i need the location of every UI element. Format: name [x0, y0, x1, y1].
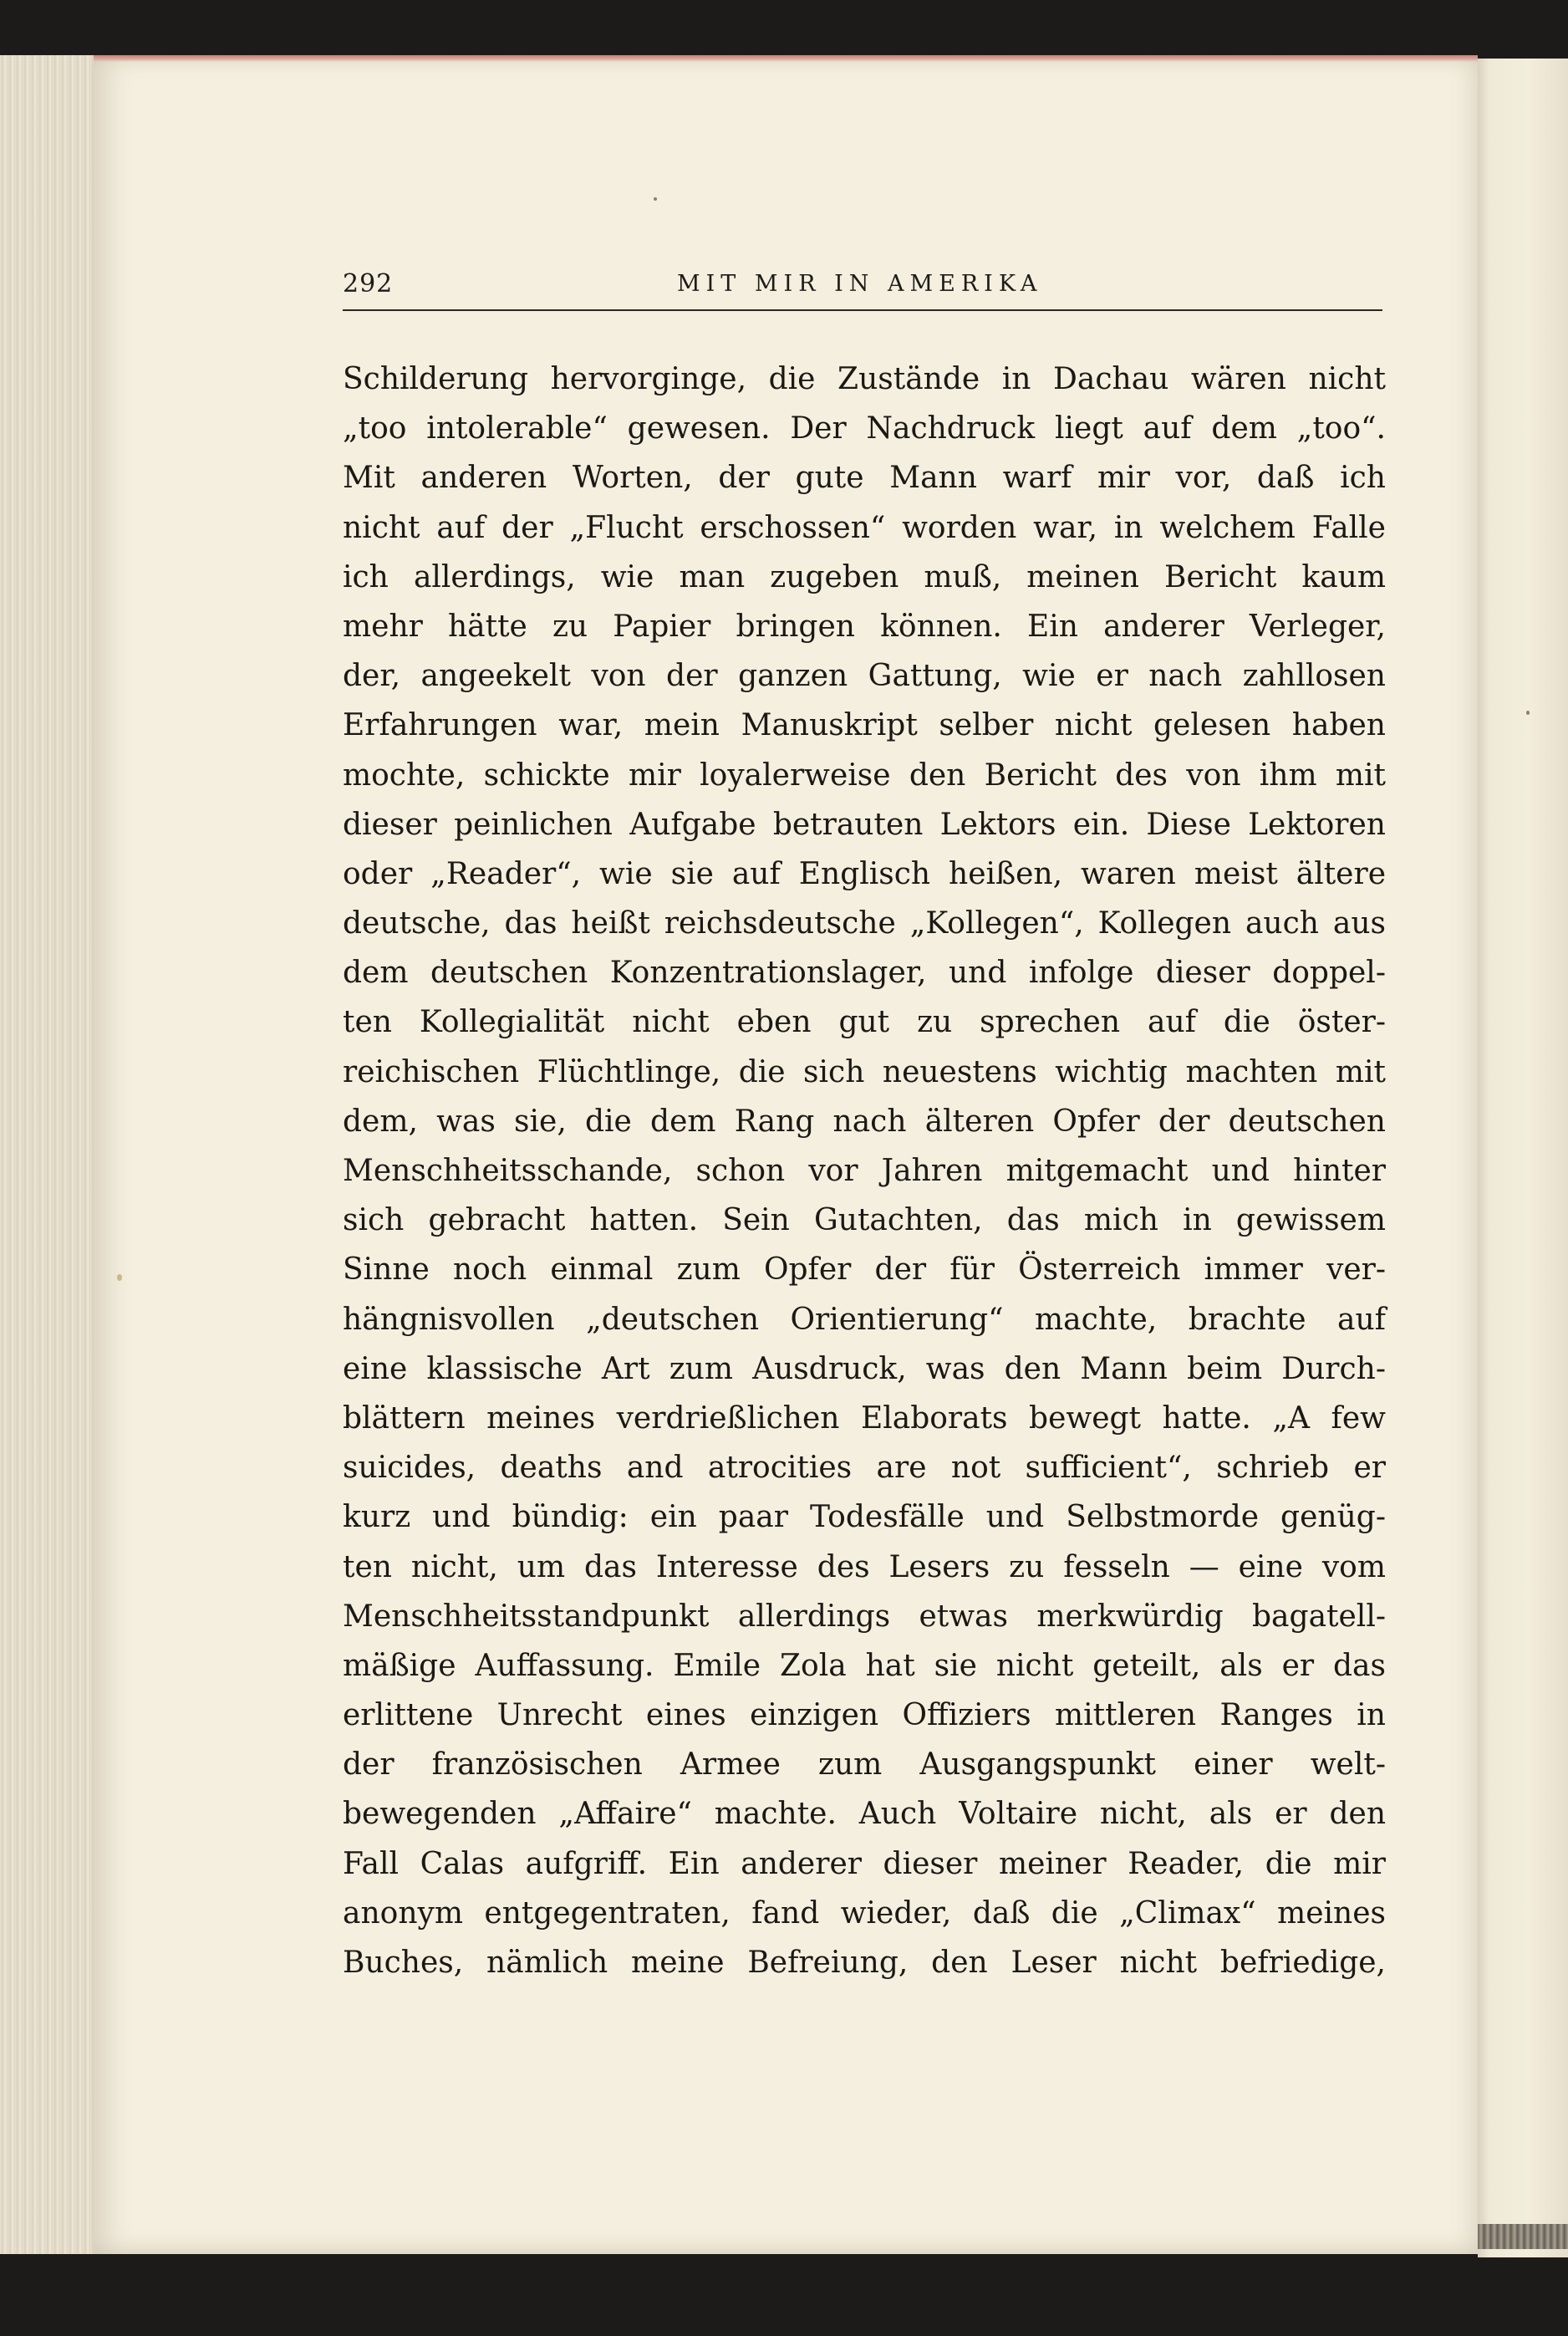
text-line: mäßige Auffassung. Emile Zola hat sie nicht geteilt, als er das [343, 1648, 1386, 1683]
text-line: der, angeekelt von der ganzen Gattung, wie er nach zahllosen [343, 659, 1386, 694]
paper-speck [1526, 711, 1530, 715]
text-line: nicht auf der „Flucht erschossen“ worden war, in welchem Falle [343, 510, 1386, 545]
text-line: Fall Calas aufgriff. Ein anderer dieser meiner Reader, die mir [343, 1846, 1386, 1881]
paper-speck [654, 197, 657, 201]
page-number: 292 [343, 269, 394, 298]
text-line: eine klassische Art zum Ausdruck, was den Mann beim Durch- [343, 1351, 1386, 1386]
text-line: bewegenden „Affaire“ machte. Auch Voltaire nicht, als er den [343, 1797, 1386, 1832]
text-line: Erfahrungen war, mein Manuskript selber nicht gelesen haben [343, 708, 1386, 743]
text-line: Sinne noch einmal zum Opfer der für Österreich immer ver- [343, 1252, 1386, 1288]
text-line: deutsche, das heißt reichsdeutsche „Kollegen“, Kollegen auch aus [343, 906, 1386, 941]
text-line: mochte, schickte mir loyalerweise den Bericht des von ihm mit [343, 757, 1386, 793]
header-rule [343, 309, 1382, 311]
text-line: anonym entgegentraten, fand wieder, daß die „Climax“ meines [343, 1895, 1386, 1931]
text-line: sich gebracht hatten. Sein Gutachten, das mich in gewissem [343, 1203, 1386, 1238]
text-line: Buches, nämlich meine Befreiung, den Leser nicht befriedige, [343, 1946, 1386, 1980]
text-line: mehr hätte zu Papier bringen können. Ein anderer Verleger, [343, 609, 1386, 644]
text-line: dieser peinlichen Aufgabe betrauten Lektors ein. Diese Lektoren [343, 807, 1386, 842]
red-top-edge [94, 55, 1478, 62]
text-line: ten Kollegialität nicht eben gut zu sprechen auf die öster- [343, 1005, 1386, 1040]
running-head [343, 269, 1382, 306]
text-line: oder „Reader“, wie sie auf Englisch heißen, waren meist ältere [343, 856, 1386, 891]
text-line: suicides, deaths and atrocities are not sufficient“, schrieb er [343, 1451, 1386, 1486]
text-line: „too intolerable“ gewesen. Der Nachdruck liegt auf dem „too“. [343, 411, 1386, 446]
stacked-page-edges [0, 55, 94, 2254]
text-line: hängnisvollen „deutschen Orientierung“ machte, brachte auf [343, 1302, 1386, 1337]
text-line: erlittene Unrecht eines einzigen Offiziers mittleren Ranges in [343, 1698, 1386, 1733]
text-line: Mit anderen Worten, der gute Mann warf mir vor, daß ich [343, 461, 1386, 496]
text-line: ich allerdings, wie man zugeben muß, meinen Bericht kaum [343, 559, 1386, 594]
running-title: MIT MIR IN AMERIKA [677, 271, 1043, 297]
book-spine-strip [1478, 2224, 1568, 2249]
text-line: reichischen Flüchtlinge, die sich neuestens wichtig machten mit [343, 1054, 1386, 1089]
text-line: Schilderung hervorginge, die Zustände in Dachau wären nicht [343, 362, 1386, 396]
text-line: blättern meines verdrießlichen Elaborats bewegt hatte. „A few [343, 1400, 1386, 1436]
text-line: dem deutschen Konzentrationslager, und infolge dieser doppel- [343, 956, 1386, 991]
text-line: der französischen Armee zum Ausgangspunkt einer welt- [343, 1747, 1386, 1783]
text-line: ten nicht, um das Interesse des Lesers zu fesseln — eine vom [343, 1549, 1386, 1584]
text-line: dem, was sie, die dem Rang nach älteren Opfer der deutschen [343, 1104, 1386, 1139]
facing-page-edge [1478, 59, 1568, 2257]
text-line: Menschheitsschande, schon vor Jahren mitgemacht und hinter [343, 1154, 1386, 1188]
paper-speck [117, 1274, 122, 1281]
text-line: Menschheitsstandpunkt allerdings etwas merkwürdig bagatell- [343, 1599, 1386, 1634]
text-line: kurz und bündig: ein paar Todesfälle und Selbstmorde genüg- [343, 1500, 1386, 1535]
body-text [343, 354, 1386, 1987]
